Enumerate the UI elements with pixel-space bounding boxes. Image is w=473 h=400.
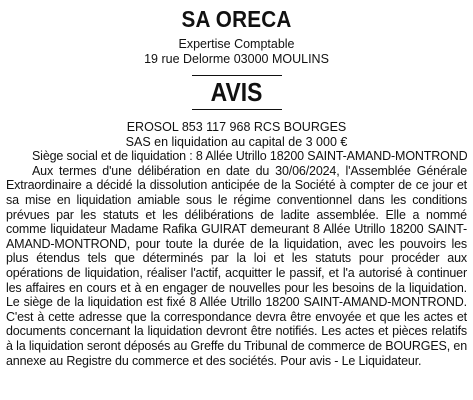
header-divider (192, 75, 282, 76)
notice-title: AVIS (210, 77, 263, 107)
firm-address: 19 rue Delorme 03000 MOULINS (144, 52, 329, 66)
firm-activity: Expertise Comptable (178, 37, 295, 51)
registered-office: Siège social et de liquidation : 8 Allée Utrillo 18200 SAINT-AMAND-MONTROND (32, 149, 468, 164)
company-registration: EROSOL 853 117 968 RCS BOURGES (126, 120, 347, 134)
firm-name: SA ORECA (181, 6, 292, 32)
notice-body: Aux termes d'une délibération en date du 30/06/2024, l'Assemblée Générale Extraordinaire a décidé la dissolution anticipée de la Société à compter de ce jour et sa mise en liquidation amiable sous le régime conventionnel dans les conditions prévues par les statuts et les délibérations de ladite assemblée. Elle a nommé comme liquidateur Madame Rafika GUIRAT demeurant 8 Allée Utrillo 18200 SAINT-AMAND-MONTROND, pour toute la durée de la liquidation, avec les pouvoirs les plus étendus tels que déterminés par la loi et les statuts pour procéder aux opérations de liquidation, réaliser l'actif, acquitter le passif, et l'a autorisé à continuer les affaires en cours et à en engager de nouvelles pour les besoins de la liquidation. Le siège de la liquidation est fixé 8 Allée Utrillo 18200 SAINT-AMAND-MONTROND. C'est à cette adresse que la correspondance devra être envoyée et que les actes et documents concernant la liquidation devront être notifiés. Les actes et pièces relatifs à la liquidation seront déposés au Greffe du Tribunal de commerce de BOURGES, en annexe au Registre du commerce et des sociétés. Pour avis - Le Liquidateur. (6, 163, 467, 368)
title-divider (192, 109, 282, 110)
company-legal-form: SAS en liquidation au capital de 3 000 € (125, 134, 348, 149)
